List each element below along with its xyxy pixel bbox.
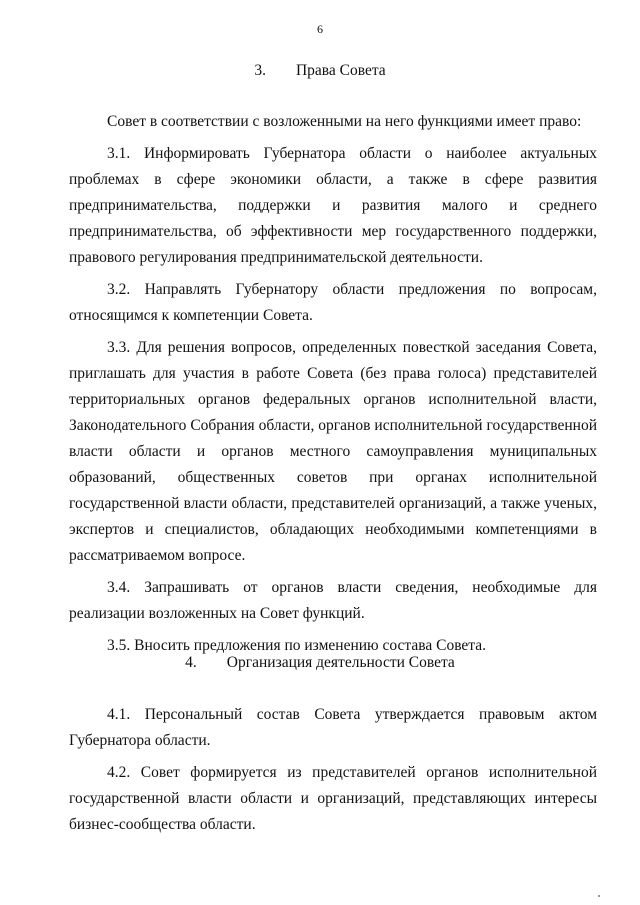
paragraph-3-1: 3.1. Информировать Губернатора области о наиболее актуальных проблемах в сфере экономики области, а также в сфере развития предпринимательства, поддержки и развития малого и среднего предпринимательства, об эффективности мер государственного поддержки, правового регулирования предпринимательской деятельности. (69, 145, 597, 266)
paragraph-3-3: 3.3. Для решения вопросов, определенных повесткой заседания Совета, приглашать для участия в работе Совета (без права голоса) представителей территориальных органов федеральных органов исполнительной власти, Законодательного Собрания области, органов исполнительной государственной власти области и органов местного самоуправления муниципальных образований, общественных советов при органах исполнительной государственной власти области, представителей организаций, а также ученых, экспертов и специалистов, обладающих необходимыми компетенциями в рассматриваемом вопросе. (69, 339, 597, 564)
scan-artifact (598, 895, 600, 897)
section-4-title: Организация деятельности Совета (226, 654, 455, 671)
section-3-intro: Совет в соответствии с возложенными на него функциями имеет право: (107, 113, 582, 130)
section-3-title: Права Совета (295, 62, 386, 79)
paragraph-4-1: 4.1. Персональный состав Совета утверждается правовым актом Губернатора области. (69, 706, 597, 749)
section-3-heading (0, 62, 640, 80)
paragraph-3-4: 3.4. Запрашивать от органов власти сведения, необходимые для реализации возложенных на Совет функций. (69, 579, 597, 622)
section-4-heading (0, 654, 640, 672)
page-number: 6 (317, 22, 323, 36)
section-3-body (69, 109, 597, 659)
paragraph-3-5: 3.5. Вносить предложения по изменению состава Совета. (107, 637, 487, 654)
paragraph-3-2: 3.2. Направлять Губернатору области предложения по вопросам, относящимся к компетенции Совета. (69, 281, 597, 324)
section-4-body (69, 702, 597, 838)
section-3-number: 3. (254, 62, 266, 79)
paragraph-4-2: 4.2. Совет формируется из представителей органов исполнительной государственной власти области и организаций, представляющих интересы бизнес-сообщества области. (69, 764, 597, 833)
section-4-number: 4. (185, 654, 197, 671)
